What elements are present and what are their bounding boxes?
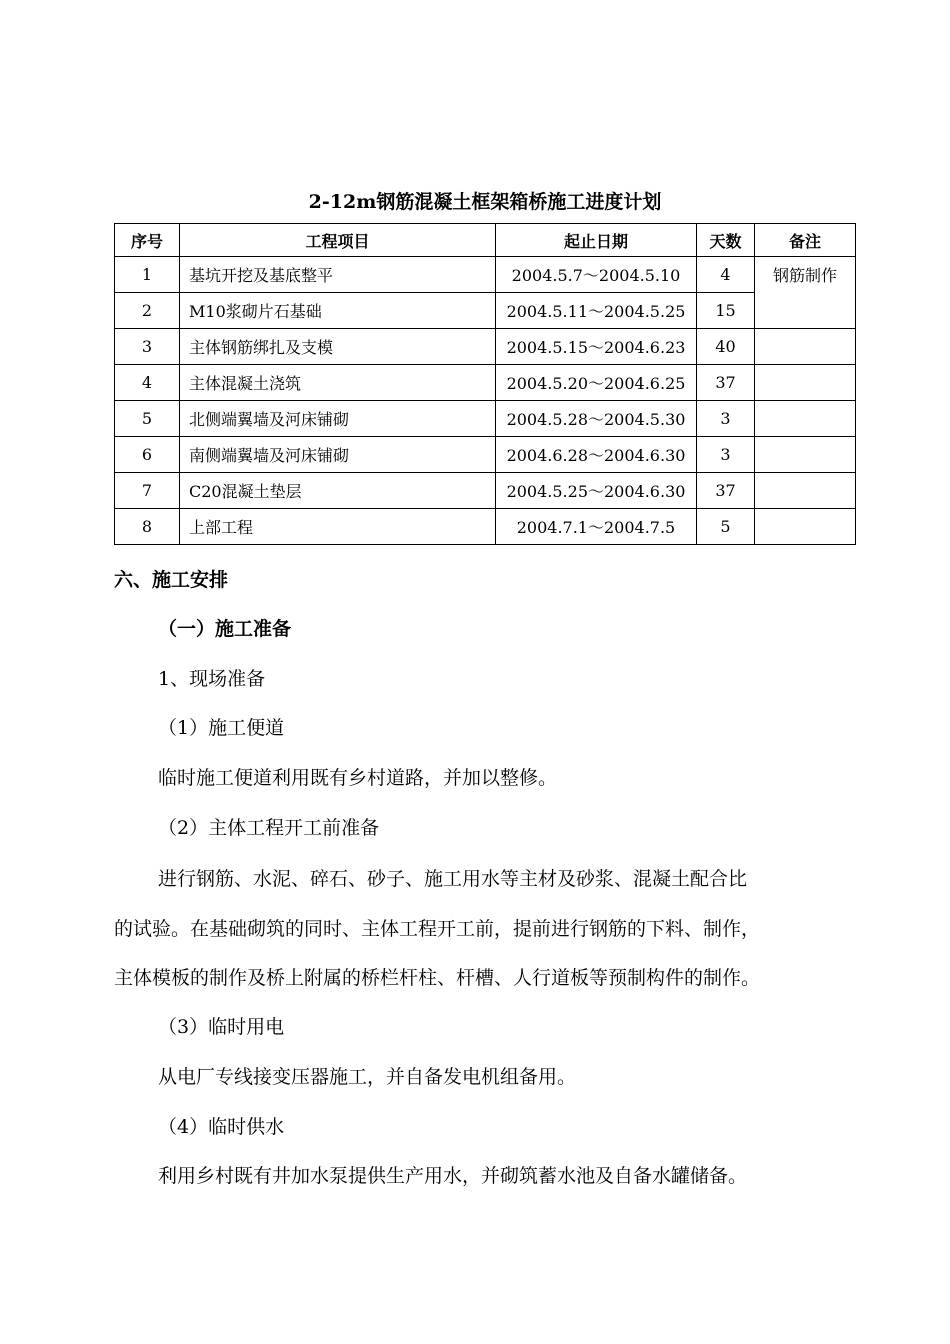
row-item: 北侧端翼墙及河床铺砌 [180, 401, 496, 437]
item-heading: 1、现场准备 [158, 668, 266, 690]
table-row [115, 401, 856, 437]
row-remark-empty [755, 329, 856, 365]
row-no: 5 [115, 401, 180, 437]
header-no: 序号 [115, 224, 180, 257]
row-item: 上部工程 [180, 509, 496, 545]
paragraph-2-line-1: 进行钢筋、水泥、碎石、砂子、施工用水等主材及砂浆、混凝土配合比 [158, 868, 748, 890]
row-dates: 2004.6.28～2004.6.30 [496, 437, 697, 473]
row-days: 5 [697, 509, 755, 545]
row-no: 2 [115, 293, 180, 329]
row-remark-empty [755, 509, 856, 545]
row-no: 3 [115, 329, 180, 365]
header-dates: 起止日期 [496, 224, 697, 257]
paragraph-1: 临时施工便道利用既有乡村道路，并加以整修。 [158, 767, 558, 789]
table-title: 2-12m钢筋混凝土框架箱桥施工进度计划 [308, 191, 662, 213]
row-days: 3 [697, 437, 755, 473]
table-row [115, 293, 856, 329]
row-item: 主体混凝土浇筑 [180, 365, 496, 401]
table-row [115, 257, 856, 293]
row-days: 15 [697, 293, 755, 329]
row-remark-empty [755, 365, 856, 401]
paragraph-3: 从电厂专线接变压器施工，并自备发电机组备用。 [158, 1066, 577, 1088]
row-no: 4 [115, 365, 180, 401]
row-item: M10浆砌片石基础 [180, 293, 496, 329]
row-item: 南侧端翼墙及河床铺砌 [180, 437, 496, 473]
paragraph-2-line-2: 的试验。在基础砌筑的同时、主体工程开工前，提前进行钢筋的下料、制作， [114, 918, 761, 940]
table-header-row [115, 224, 856, 257]
row-dates: 2004.5.25～2004.6.30 [496, 473, 697, 509]
row-days: 37 [697, 473, 755, 509]
table-row [115, 473, 856, 509]
sub-heading-1: （1）施工便道 [158, 717, 285, 739]
row-no: 7 [115, 473, 180, 509]
schedule-table [114, 223, 856, 545]
subsection-heading: （一）施工准备 [158, 618, 292, 640]
paragraph-2-line-3: 主体模板的制作及桥上附属的桥栏杆柱、杆槽、人行道板等预制构件的制作。 [114, 967, 761, 989]
row-days: 37 [697, 365, 755, 401]
row-dates: 2004.5.28～2004.5.30 [496, 401, 697, 437]
row-no: 8 [115, 509, 180, 545]
row-dates: 2004.7.1～2004.7.5 [496, 509, 697, 545]
sub-heading-2: （2）主体工程开工前准备 [158, 817, 380, 839]
row-remark-empty [755, 401, 856, 437]
row-remark-empty [755, 473, 856, 509]
header-item: 工程项目 [180, 224, 496, 257]
row-dates: 2004.5.11～2004.5.25 [496, 293, 697, 329]
paragraph-4: 利用乡村既有井加水泵提供生产用水，并砌筑蓄水池及自备水罐储备。 [158, 1165, 748, 1187]
row-days: 4 [697, 257, 755, 293]
row-item: C20混凝土垫层 [180, 473, 496, 509]
row-dates: 2004.5.7～2004.5.10 [496, 257, 697, 293]
table-row [115, 365, 856, 401]
table-row [115, 509, 856, 545]
header-days: 天数 [697, 224, 755, 257]
sub-heading-3: （3）临时用电 [158, 1016, 285, 1038]
section-heading: 六、施工安排 [114, 569, 229, 591]
row-dates: 2004.5.15～2004.6.23 [496, 329, 697, 365]
row-dates: 2004.5.20～2004.6.25 [496, 365, 697, 401]
row-remark: 钢筋制作 [755, 257, 856, 329]
row-days: 40 [697, 329, 755, 365]
sub-heading-4: （4）临时供水 [158, 1116, 285, 1138]
row-no: 1 [115, 257, 180, 293]
header-remark: 备注 [755, 224, 856, 257]
row-remark-empty [755, 437, 856, 473]
row-item: 主体钢筋绑扎及支模 [180, 329, 496, 365]
row-no: 6 [115, 437, 180, 473]
table-row [115, 329, 856, 365]
table-row [115, 437, 856, 473]
row-days: 3 [697, 401, 755, 437]
row-item: 基坑开挖及基底整平 [180, 257, 496, 293]
